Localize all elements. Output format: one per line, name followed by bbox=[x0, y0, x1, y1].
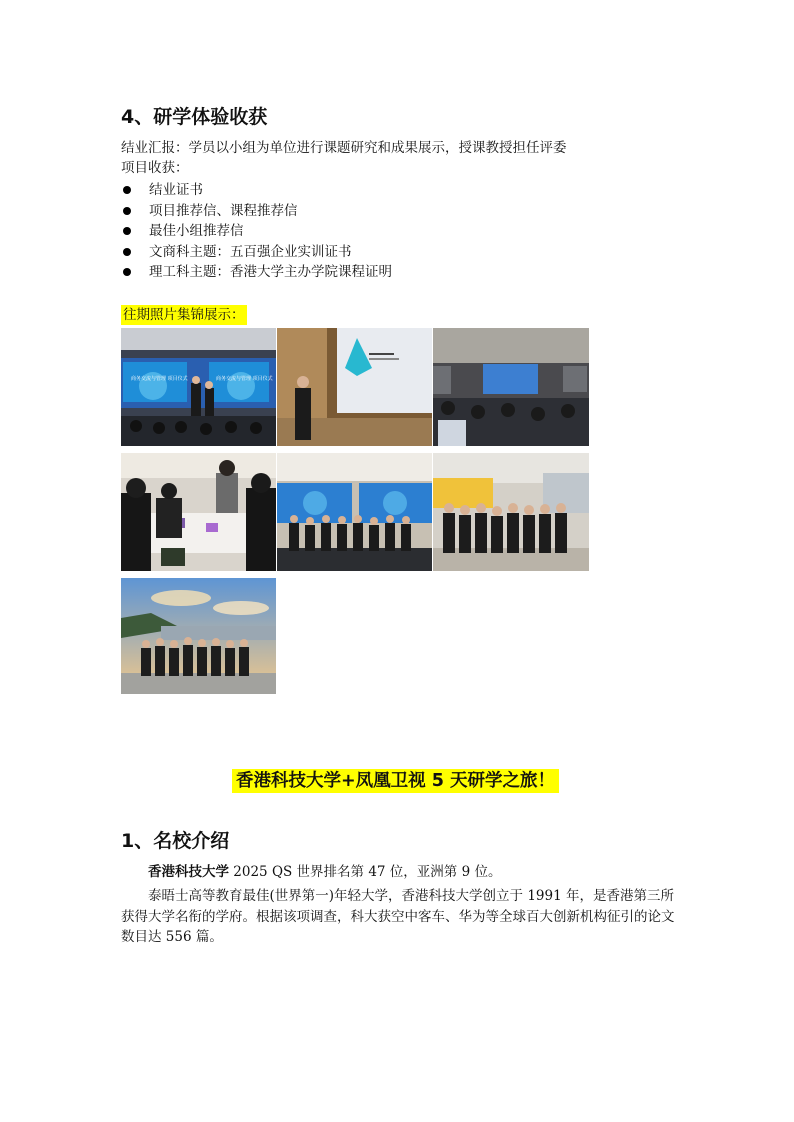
gallery-photo-3 bbox=[433, 328, 589, 446]
bullet-icon bbox=[123, 248, 131, 256]
ranking-text: 2025 QS 世界排名第 47 位，亚洲第 9 位。 bbox=[229, 864, 502, 880]
slide-caption-right: 商务交流与管理 项目仪式 bbox=[216, 376, 273, 382]
gallery-photo-1 bbox=[121, 328, 276, 446]
gains-label: 项目收获： bbox=[121, 160, 189, 176]
list-item: 最佳小组推荐信 bbox=[121, 221, 392, 242]
intro-paragraph: 泰晤士高等教育最佳(世界第一)年轻大学，香港科技大学创立于 1991 年，是香港第三所获得大学名衔的学府。根据该项调查，科大获空中客车、华为等全球百大创新机构征引的论文数目达 556 篇。 bbox=[121, 888, 675, 945]
bullet-icon bbox=[123, 186, 131, 194]
gallery-photo-2 bbox=[277, 328, 432, 446]
list-item: 理工科主题：香港大学主办学院课程证明 bbox=[121, 262, 392, 283]
section-4-title: 4、研学体验收获 bbox=[121, 106, 268, 128]
trip-banner: 香港科技大学+凤凰卫视 5 天研学之旅！ bbox=[232, 769, 559, 793]
list-item: 文商科主题：五百强企业实训证书 bbox=[121, 242, 392, 263]
section-1-title: 1、名校介绍 bbox=[121, 830, 230, 852]
gallery-photo-7 bbox=[121, 578, 276, 694]
list-item: 项目推荐信、课程推荐信 bbox=[121, 201, 392, 222]
gallery-photo-5 bbox=[277, 453, 432, 571]
report-text: 结业汇报：学员以小组为单位进行课题研究和成果展示，授课教授担任评委 bbox=[121, 140, 567, 156]
list-item: 结业证书 bbox=[121, 180, 392, 201]
bullet-icon bbox=[123, 207, 131, 215]
gallery-photo-6 bbox=[433, 453, 589, 571]
gallery-photo-4 bbox=[121, 453, 276, 571]
gains-list bbox=[121, 180, 392, 283]
bullet-icon bbox=[123, 268, 131, 276]
slide-caption-left: 商务交流与管理 项目仪式 bbox=[131, 376, 188, 382]
bullet-icon bbox=[123, 227, 131, 235]
university-name: 香港科技大学 bbox=[148, 864, 229, 880]
gallery-label: 往期照片集锦展示： bbox=[123, 307, 245, 323]
ranking-paragraph bbox=[121, 862, 681, 883]
